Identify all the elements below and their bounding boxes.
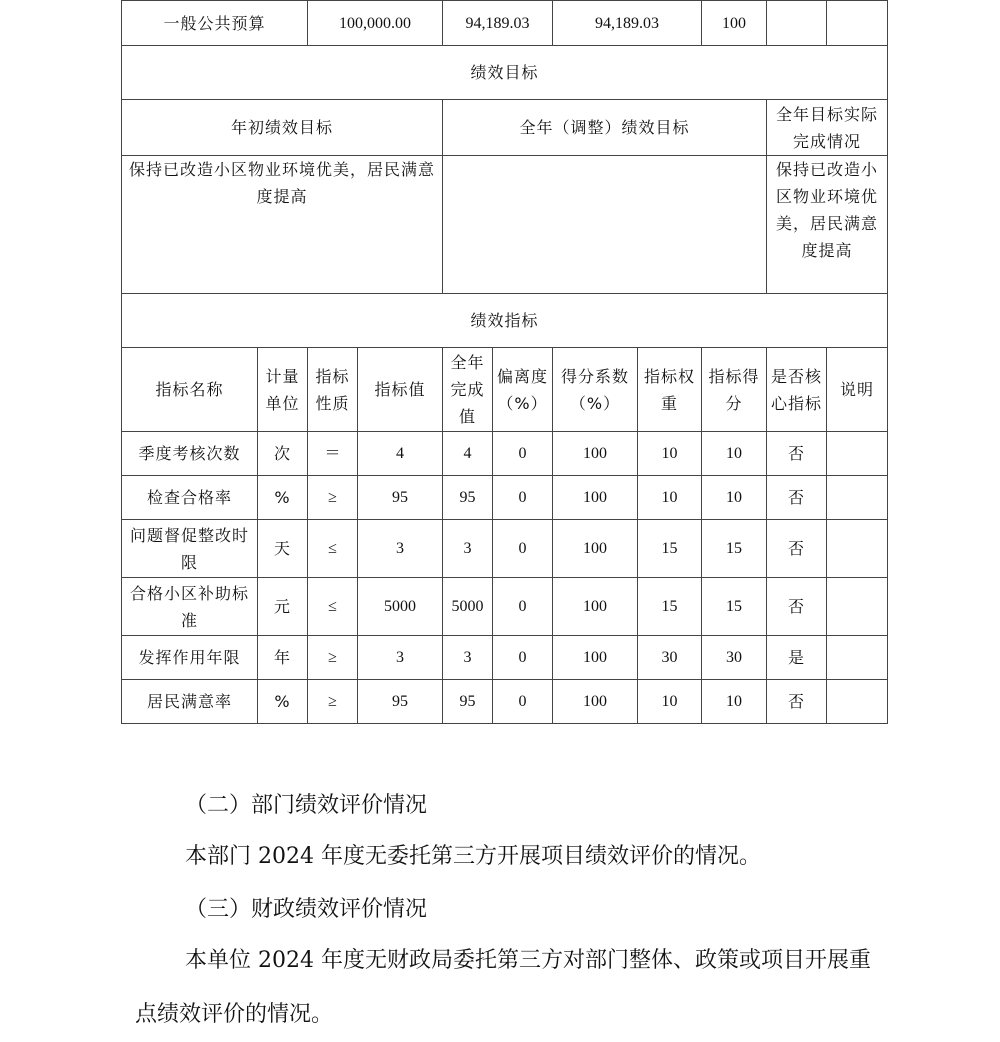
indicator-cell: 95 — [358, 476, 443, 520]
full-year-budget: 94,189.03 — [443, 1, 553, 46]
performance-table — [121, 0, 888, 724]
indicator-cell: 5000 — [358, 578, 443, 636]
indicator-cell: 15 — [638, 520, 702, 578]
heading-finance-evaluation: （三）财政绩效评价情况 — [185, 897, 428, 922]
indicator-cell: 发挥作用年限 — [122, 636, 258, 680]
indicator-cell — [827, 520, 888, 578]
indicator-cell: ＝ — [308, 432, 358, 476]
indicator-cell: % — [258, 476, 308, 520]
indicator-cell: 0 — [493, 476, 553, 520]
indicator-row — [122, 578, 888, 636]
indicator-cell: 15 — [702, 578, 767, 636]
indicator-cell: 10 — [638, 680, 702, 724]
indicator-cell: 否 — [767, 476, 827, 520]
indicator-cell: 否 — [767, 578, 827, 636]
indicator-cell: 问题督促整改时限 — [122, 520, 258, 578]
budget-row — [122, 1, 888, 46]
indicator-cell: 0 — [493, 520, 553, 578]
budget-cell-7 — [827, 1, 888, 46]
indicator-row — [122, 680, 888, 724]
indicator-cell: 100 — [553, 476, 638, 520]
indicator-cell: 元 — [258, 578, 308, 636]
goals-col-adjusted: 全年（调整）绩效目标 — [443, 100, 767, 156]
indicator-cell: 否 — [767, 680, 827, 724]
heading-department-evaluation: （二）部门绩效评价情况 — [185, 793, 428, 818]
indicator-cell: 0 — [493, 680, 553, 724]
indicator-header-cell: 指标得分 — [702, 348, 767, 432]
budget-cell-6 — [767, 1, 827, 46]
execution-rate: 100 — [702, 1, 767, 46]
indicator-cell: 0 — [493, 636, 553, 680]
indicator-row — [122, 432, 888, 476]
indicator-cell: 0 — [493, 432, 553, 476]
indicator-cell: 10 — [638, 432, 702, 476]
indicator-cell: 0 — [493, 578, 553, 636]
indicator-cell: 合格小区补助标准 — [122, 578, 258, 636]
indicator-cell — [827, 636, 888, 680]
indicator-cell: 100 — [553, 578, 638, 636]
indicator-cell: 10 — [638, 476, 702, 520]
indicator-cell — [827, 680, 888, 724]
indicator-cell: 95 — [443, 680, 493, 724]
indicator-header-cell: 计量单位 — [258, 348, 308, 432]
indicator-cell: 10 — [702, 680, 767, 724]
executed-amount: 94,189.03 — [553, 1, 702, 46]
goals-col-initial: 年初绩效目标 — [122, 100, 443, 156]
indicator-cell: 天 — [258, 520, 308, 578]
indicator-cell — [827, 476, 888, 520]
indicator-cell: ≥ — [308, 636, 358, 680]
indicators-header-row — [122, 348, 888, 432]
indicator-header-cell: 全年完成值 — [443, 348, 493, 432]
indicator-cell: 3 — [443, 636, 493, 680]
indicator-cell: 95 — [443, 476, 493, 520]
indicator-cell: 100 — [553, 432, 638, 476]
indicator-cell: 次 — [258, 432, 308, 476]
indicator-header-cell: 指标性质 — [308, 348, 358, 432]
indicator-cell: 年 — [258, 636, 308, 680]
indicator-row — [122, 636, 888, 680]
indicator-cell: 3 — [358, 636, 443, 680]
indicators-section-title: 绩效指标 — [122, 294, 888, 348]
indicators-body — [122, 432, 888, 724]
indicator-header-cell: 说明 — [827, 348, 888, 432]
indicator-cell: 季度考核次数 — [122, 432, 258, 476]
annual-budget: 100,000.00 — [308, 1, 443, 46]
goals-section-title: 绩效目标 — [122, 46, 888, 100]
indicator-cell: 95 — [358, 680, 443, 724]
indicator-cell: 3 — [358, 520, 443, 578]
goals-initial-text: 保持已改造小区物业环境优美，居民满意度提高 — [122, 156, 443, 294]
indicator-header-cell: 指标名称 — [122, 348, 258, 432]
indicator-cell: 15 — [638, 578, 702, 636]
goals-adjusted-text — [443, 156, 767, 294]
indicator-cell: 是 — [767, 636, 827, 680]
indicator-header-cell: 偏离度（%） — [493, 348, 553, 432]
indicator-cell — [827, 432, 888, 476]
indicator-header-cell: 得分系数（%） — [553, 348, 638, 432]
para-finance-evaluation: 本单位 2024 年度无财政局委托第三方对部门整体、政策或项目开展重点绩效评价的情况。 — [135, 948, 871, 1027]
indicator-header-cell: 指标权重 — [638, 348, 702, 432]
indicator-cell: ≥ — [308, 476, 358, 520]
indicator-cell: % — [258, 680, 308, 724]
indicator-cell: 否 — [767, 432, 827, 476]
indicator-cell: 3 — [443, 520, 493, 578]
indicator-cell: 4 — [358, 432, 443, 476]
indicator-cell: 100 — [553, 636, 638, 680]
indicator-cell: 10 — [702, 432, 767, 476]
indicator-cell: 15 — [702, 520, 767, 578]
indicator-cell: 5000 — [443, 578, 493, 636]
para-department-evaluation: 本部门 2024 年度无委托第三方开展项目绩效评价的情况。 — [185, 844, 761, 869]
indicator-cell: 30 — [702, 636, 767, 680]
indicator-row — [122, 520, 888, 578]
indicator-cell: 4 — [443, 432, 493, 476]
indicator-cell: 100 — [553, 680, 638, 724]
indicator-cell: 居民满意率 — [122, 680, 258, 724]
indicator-cell — [827, 578, 888, 636]
indicator-cell: ≥ — [308, 680, 358, 724]
goals-actual-text: 保持已改造小区物业环境优美，居民满意度提高 — [767, 156, 888, 294]
indicator-cell: ≤ — [308, 520, 358, 578]
indicator-cell: 30 — [638, 636, 702, 680]
indicator-cell: 否 — [767, 520, 827, 578]
indicator-row — [122, 476, 888, 520]
indicator-header-cell: 是否核心指标 — [767, 348, 827, 432]
indicator-cell: 10 — [702, 476, 767, 520]
indicator-cell: 检查合格率 — [122, 476, 258, 520]
indicator-cell: ≤ — [308, 578, 358, 636]
goals-col-actual: 全年目标实际完成情况 — [767, 100, 888, 156]
indicator-cell: 100 — [553, 520, 638, 578]
budget-label: 一般公共预算 — [122, 1, 308, 46]
indicator-header-cell: 指标值 — [358, 348, 443, 432]
